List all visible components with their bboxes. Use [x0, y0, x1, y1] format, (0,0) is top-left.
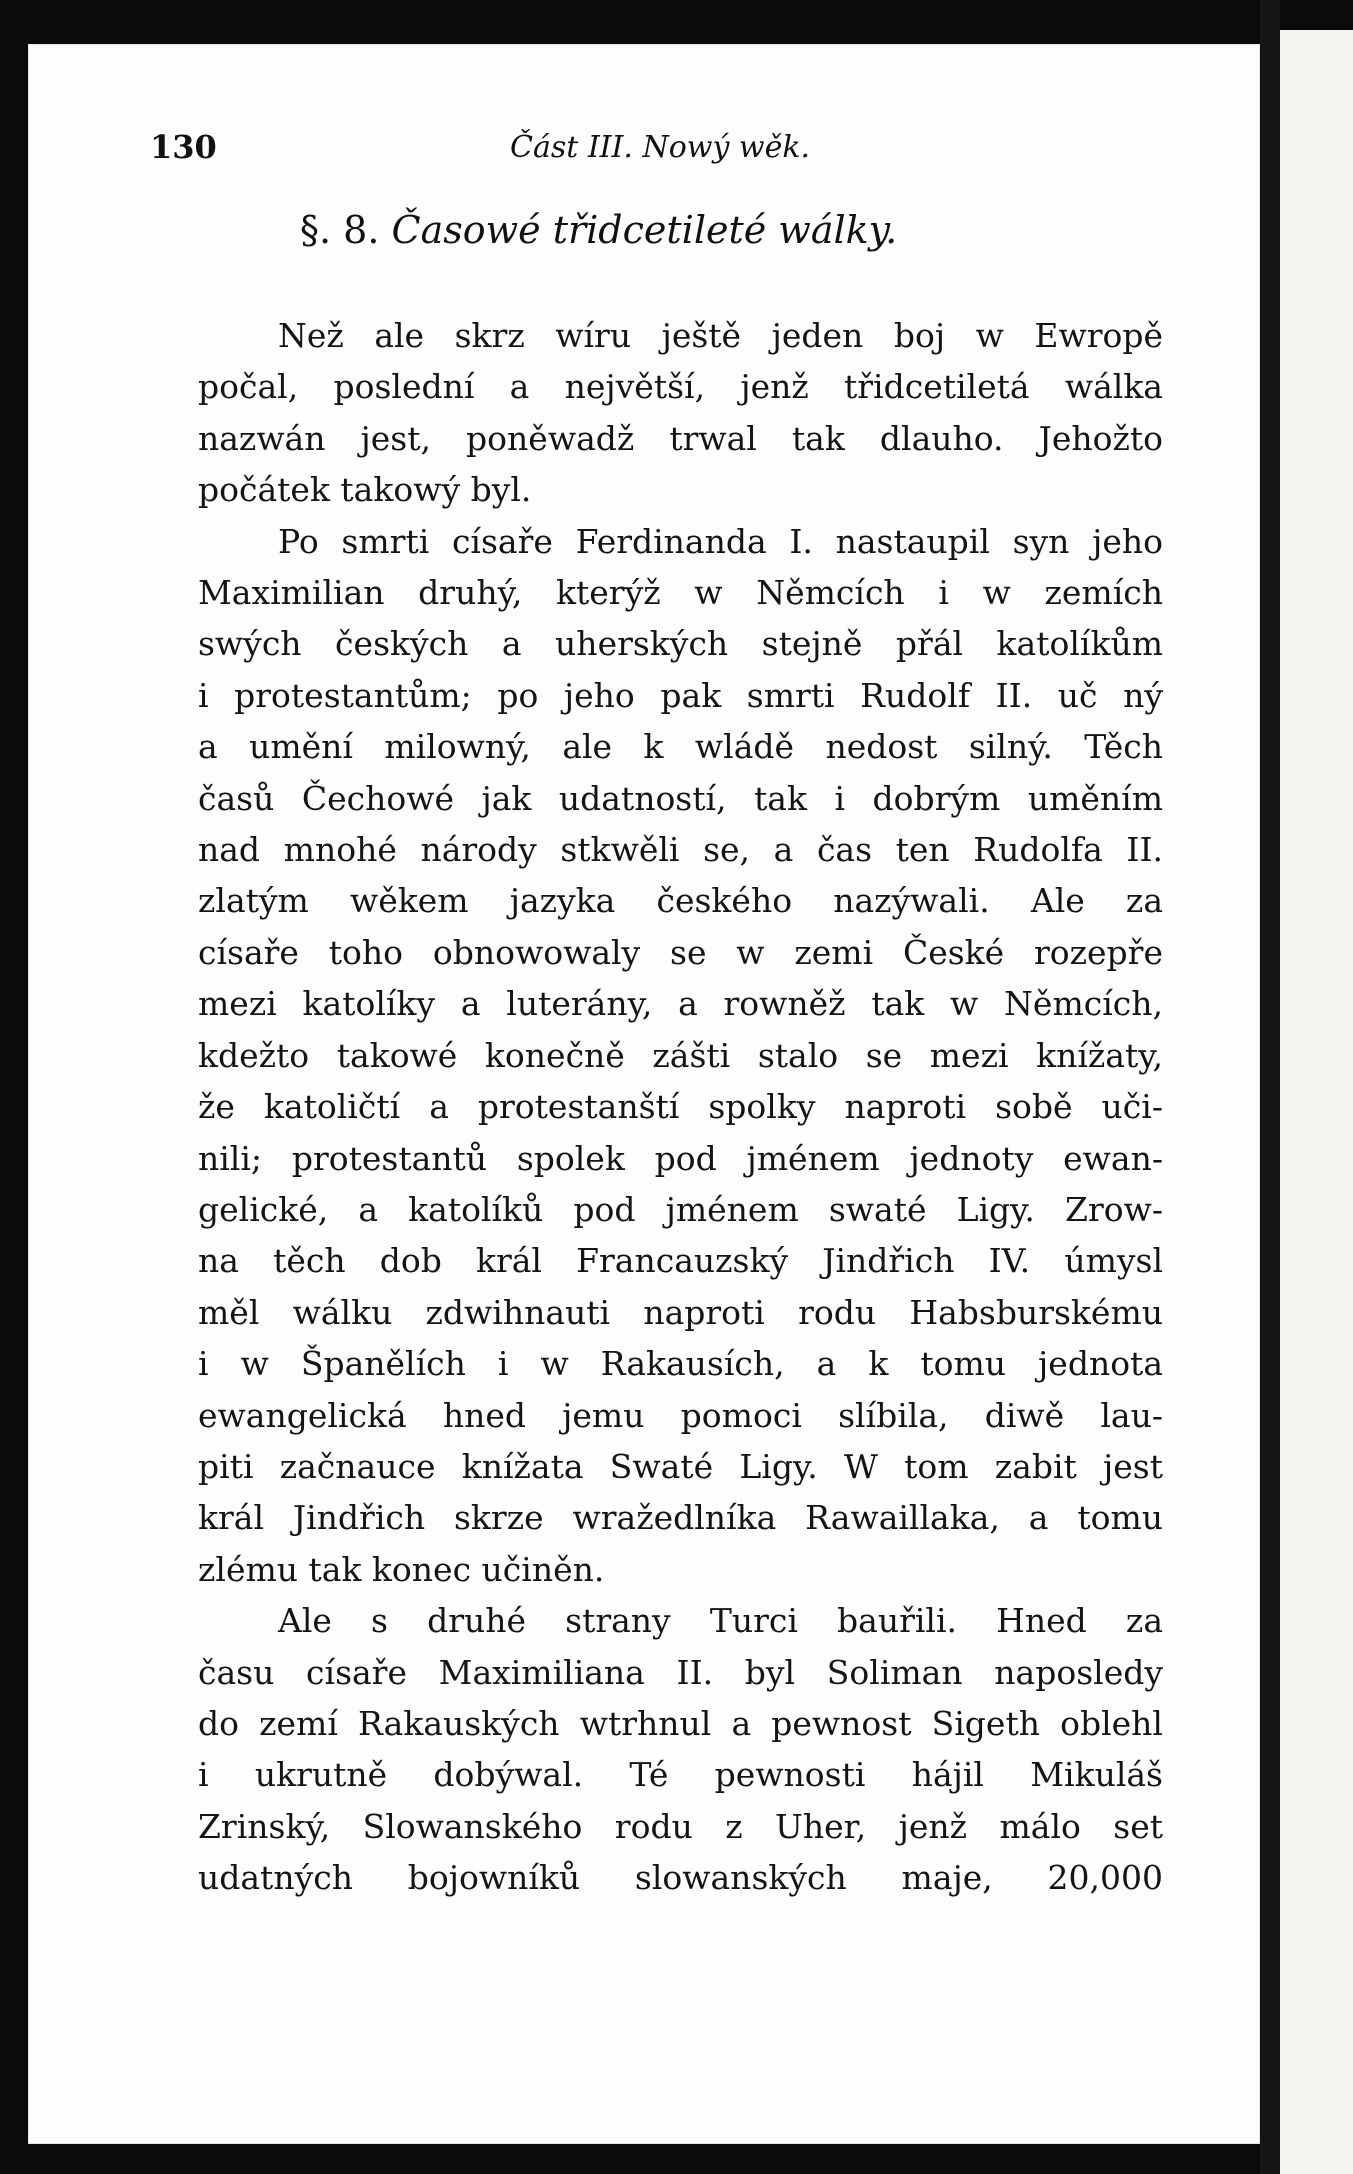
text-line: na těch dob král Francauzský Jindřich IV. úmysl — [198, 1241, 1163, 1281]
text-line: Než ale skrz wíru ještě jeden boj w Ewropě — [278, 316, 1163, 355]
text-line: nad mnohé národy stkwěli se, a čas ten Rudolfa II. — [198, 830, 1163, 870]
text-line: Zrinský, Slowanského rodu z Uher, jenž málo set — [198, 1806, 1163, 1846]
text-line: i w Španělích i w Rakausích, a k tomu jednota — [198, 1344, 1163, 1384]
text-line: císaře toho obnowowaly se w zemi České rozepře — [198, 932, 1163, 972]
text-line: král Jindřich skrze wražedlníka Rawaillaka, a tomu — [198, 1498, 1163, 1538]
text-line: Ale s druhé strany Turci bauřili. Hned za — [278, 1601, 1163, 1641]
text-line: udatných bojowníků slowanských maje, 20,000 — [198, 1858, 1163, 1898]
text-line: mezi katolíky a luterány, a rowněž tak w Němcích, — [198, 984, 1163, 1024]
section-title: Časowé třidcetileté wálky. — [391, 208, 898, 252]
adjacent-page-edge — [1280, 30, 1353, 2174]
text-line: času císaře Maximiliana II. byl Soliman naposledy — [198, 1652, 1163, 1692]
text-line: piti začnauce knížata Swaté Ligy. W tom zabit jest — [198, 1446, 1163, 1486]
text-line: měl wálku zdwihnauti naproti rodu Habsburskému — [198, 1292, 1163, 1332]
page-number: 130 — [150, 128, 217, 166]
section-number: §. 8. — [300, 208, 380, 252]
text-line: kdežto takowé konečně zášti stalo se mezi knížaty, — [198, 1035, 1163, 1075]
section-heading — [300, 208, 897, 252]
text-line: zlatým wěkem jazyka českého nazýwali. Ale za — [198, 881, 1163, 921]
text-line: a umění milowný, ale k wládě nedost silný. Těch — [198, 727, 1163, 767]
page-header — [150, 128, 1050, 168]
body-text — [198, 310, 1163, 1904]
book-gutter — [1260, 0, 1280, 2174]
text-line: do zemí Rakauských wtrhnul a pewnost Sigeth oblehl — [198, 1703, 1163, 1743]
text-line: zlému tak konec učiněn. — [198, 1549, 605, 1589]
text-line: Maximilian druhý, kterýž w Němcích i w zemích — [198, 573, 1163, 613]
text-line: časů Čechowé jak udatností, tak i dobrým uměním — [198, 778, 1163, 818]
text-line: gelické, a katolíků pod jménem swaté Ligy. Zrow- — [198, 1189, 1163, 1229]
text-line: ewangelická hned jemu pomoci slíbila, diwě lau- — [198, 1395, 1163, 1435]
text-line: počátek takowý byl. — [198, 470, 532, 510]
text-line: že katoličtí a protestanští spolky naproti sobě uči- — [198, 1087, 1163, 1127]
text-line: swých českých a uherských stejně přál katolíkům — [198, 624, 1163, 664]
text-line: počal, poslední a největší, jenž třidcetiletá wálka — [198, 367, 1163, 407]
text-line: i ukrutně dobýwal. Té pewnosti hájil Mikuláš — [198, 1755, 1163, 1795]
text-line: Po smrti císaře Ferdinanda I. nastaupil syn jeho — [278, 521, 1163, 561]
text-line: nazwán jest, poněwadž trwal tak dlauho. Jehožto — [198, 418, 1163, 458]
text-line: nili; protestantů spolek pod jménem jednoty ewan- — [198, 1138, 1163, 1178]
running-title: Část III. Nowý wěk. — [510, 130, 811, 165]
text-line: i protestantům; po jeho pak smrti Rudolf II. uč ný — [198, 675, 1163, 715]
